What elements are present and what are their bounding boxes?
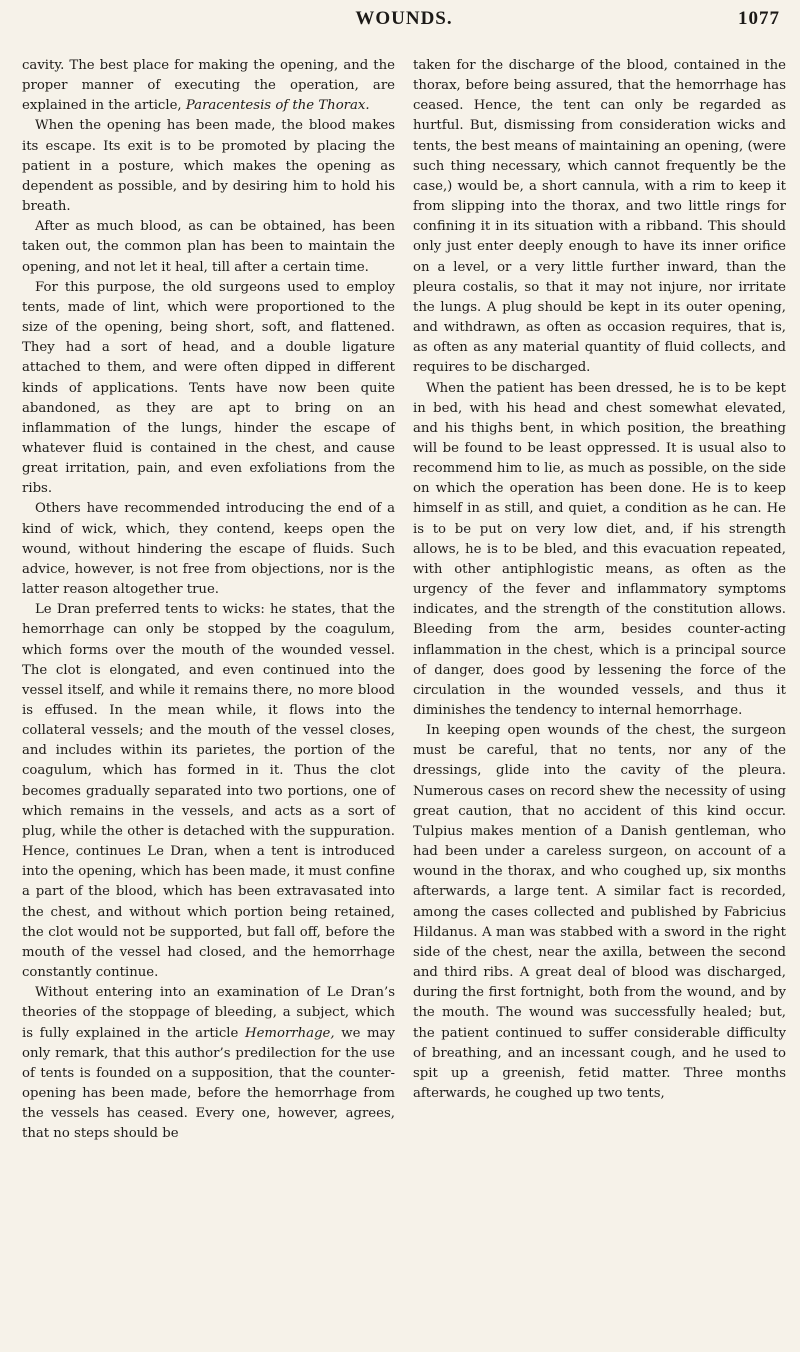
article-reference: Hemorrhage, [245, 1025, 335, 1041]
paragraph: taken for the discharge of the blood, contained in the thorax, before being assured, that the hemorrhage has ceased. Hence, the tent can only be regarded as hurtful. But, dismissing from consideration wicks and tents, the best means of maintaining an opening, (were such thing necessary, which cannot frequently be the case,) would be, a short cannula, with a rim to keep it from slipping into the thorax, and two little rings for confining it in its situation with a ribband. This should only just enter deeply enough to have its inner orifice on a level, or a very little further inward, than the pleura costalis, so that it may not injure, nor irritate the lungs. A plug should be kept in its outer opening, and withdrawn, as often as occasion requires, that is, as often as any material quantity of fluid collects, and requires to be discharged. [413, 58, 786, 376]
paragraph: For this purpose, the old surgeons used to employ tents, made of lint, which were proportioned to the size of the opening, being short, soft, and flattened. They had a sort of head, and a double ligature attached to them, and were often dipped in different kinds of applications. Tents have now been quite abandoned, as they are apt to bring on an inflammation of the lungs, hinder the escape of whatever fluid is contained in the chest, and cause great irritation, pain, and even exfoliations from the ribs. [22, 279, 395, 497]
article-reference: Paracentesis of the Thorax. [185, 98, 370, 114]
paragraph [22, 983, 395, 1144]
text-columns [22, 56, 786, 1144]
paragraph: When the patient has been dressed, he is to be kept in bed, with his head and chest somewhat elevated, and his thighs bent, in which position, the breathing will be found to be least oppressed. It is usual also to recommend him to lie, as much as possible, on the side on which the operation has been done. He is to keep himself in as still, and quiet, a condition as he can. He is to be put on very low diet, and, if his strength allows, he is to be bled, and this evacuation repeated, with other antiphlogistic means, as often as the urgency of the fever and inflammatory symptoms indicates, and the strength of the constitution allows. Bleeding from the arm, besides counter-acting inflammation in the chest, which is a principal source of danger, does good by lessening the force of the circulation in the wounded vessels, and thus it diminishes the tendency to internal hemorrhage. [413, 380, 786, 718]
left-column [22, 56, 395, 1144]
paragraph-text: cavity. The best place for making the opening, and the proper manner of executing the operation, are explained in the article, [22, 58, 395, 114]
paragraph: After as much blood, as can be obtained, has been taken out, the common plan has been to maintain the opening, and not let it heal, till after a certain time. [22, 219, 395, 275]
running-head [22, 4, 786, 34]
paragraph [22, 56, 395, 116]
paragraph-text: we may only remark, that this author’s predilection for the use of tents is founded on a supposition, that the counter-opening has been made, before the hemorrhage from the vessels has ceased. Every one, however, agrees, that no steps should be [22, 1025, 396, 1142]
paragraph: Le Dran preferred tents to wicks: he states, that the hemorrhage can only be stopped by the coagulum, which forms over the mouth of the wounded vessel. The clot is elongated, and even continued into the vessel itself, and while it remains there, no more blood is effused. In the mean while, it flows into the collateral vessels; and the mouth of the vessel closes, and includes within its parietes, the portion of the coagulum, which has formed in it. Thus the clot becomes gradually separated into two portions, one of which remains in the vessels, and acts as a sort of plug, while the other is detached with the suppuration. Hence, continues Le Dran, when a tent is introduced into the opening, which has been made, it must confine a part of the blood, which has been extravasated into the chest, and without which portion being retained, the clot would not be supported, but fall off, before the mouth of the vessel had closed, and the hemorrhage constantly continue. [22, 602, 395, 981]
right-column [413, 56, 786, 1144]
paragraph: Others have recommended introducing the end of a kind of wick, which, they contend, keeps open the wound, without hindering the escape of fluids. Such advice, however, is not free from objections, nor is the latter reason altogether true. [22, 501, 395, 598]
paragraph: When the opening has been made, the blood makes its escape. Its exit is to be promoted by placing the patient in a posture, which makes the opening as dependent as possible, and by desiring him to hold his breath. [22, 118, 395, 215]
paragraph-text: Without entering into an examination of Le Dran’s theories of the stoppage of bleeding, a subject, which is fully explained in the article [22, 985, 395, 1041]
running-title: WOUNDS. [355, 8, 453, 29]
page-number: 1077 [738, 8, 780, 29]
paragraph: In keeping open wounds of the chest, the surgeon must be careful, that no tents, nor any of the dressings, glide into the cavity of the pleura. Numerous cases on record shew the necessity of using great caution, that no accident of this kind occur. Tulpius makes mention of a Danish gentleman, who had been under a careless surgeon, on account of a wound in the thorax, and who coughed up, six months afterwards, a large tent. A similar fact is recorded, among the cases collected and published by Fabricius Hildanus. A man was stabbed with a sword in the right side of the chest, near the axilla, between the second and third ribs. A great deal of blood was discharged, during the first fortnight, both from the wound, and by the mouth. The wound was successfully healed; but, the patient continued to suffer considerable difficulty of breathing, and an incessant cough, and he used to spit up a greenish, fetid matter. Three months afterwards, he coughed up two tents, [413, 723, 786, 1101]
